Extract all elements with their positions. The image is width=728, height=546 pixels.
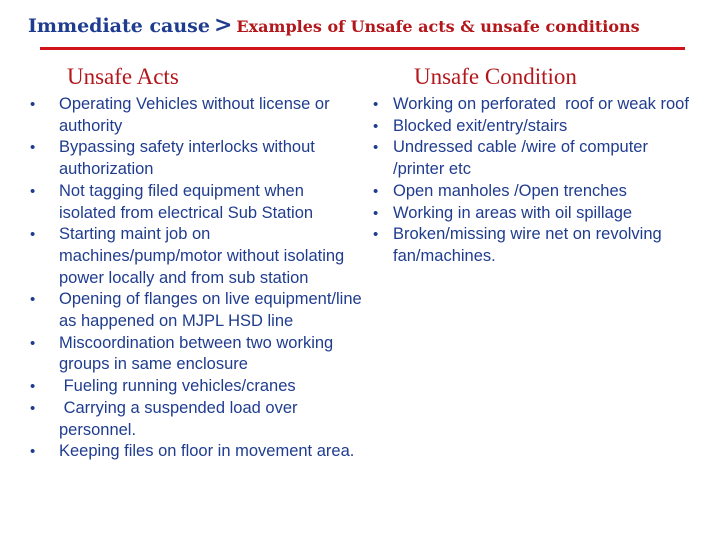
bullet-icon: • [373, 204, 379, 222]
unsafe-condition-heading: Unsafe Condition [414, 64, 577, 89]
bullet-icon: • [373, 226, 379, 244]
bullet-icon: • [373, 182, 379, 200]
title-divider [40, 47, 685, 50]
title-separator: > [213, 12, 233, 38]
list-item: • Working on perforated roof or weak roof [373, 94, 703, 116]
list-item: • Carrying a suspended load over personnel. [30, 398, 303, 439]
bullet-icon: • [373, 139, 379, 157]
bullet-icon: • [373, 117, 379, 135]
list-item: • Operating Vehicles without license or authority [30, 95, 335, 135]
list-item: • Fueling running vehicles/cranes [30, 376, 365, 398]
bullet-icon: • [30, 399, 36, 417]
list-item: • Blocked exit/entry/stairs [373, 116, 703, 138]
list-item: • Working in areas with oil spillage [373, 203, 703, 225]
list-item: • Broken/missing wire net on revolving fan/machines. [373, 225, 667, 265]
list-item: • Miscoordination between two working groups in same enclosure [30, 333, 338, 374]
bullet-icon: • [30, 139, 36, 157]
unsafe-acts-heading: Unsafe Acts [67, 64, 179, 89]
list-item: • Not tagging filed equipment when isolated from electrical Sub Station [30, 181, 314, 222]
list-item: • Undressed cable /wire of computer /printer etc [373, 138, 653, 179]
list-item: • Keeping files on floor in movement area. [30, 441, 365, 463]
slide-title [28, 12, 640, 38]
unsafe-acts-list [30, 94, 371, 463]
bullet-icon: • [373, 96, 379, 113]
bullet-icon: • [30, 226, 36, 244]
bullet-icon: • [30, 291, 36, 309]
list-item: • Open manholes /Open trenches [373, 181, 703, 203]
bullet-icon: • [30, 378, 36, 396]
bullet-icon: • [30, 96, 36, 113]
list-item: • Bypassing safety interlocks without authorization [30, 138, 320, 179]
bullet-icon: • [30, 334, 36, 352]
unsafe-condition-list [373, 94, 703, 268]
list-item: • Opening of flanges on live equipment/line as happened on MJPL HSD line [30, 290, 371, 331]
list-item: • Starting maint job on machines/pump/motor without isolating power locally and from sub station [30, 225, 349, 287]
title-subtitle: Examples of Unsafe acts & unsafe conditions [236, 17, 640, 36]
bullet-icon: • [30, 443, 36, 461]
title-prefix: Immediate cause [28, 15, 210, 37]
bullet-icon: • [30, 182, 36, 200]
